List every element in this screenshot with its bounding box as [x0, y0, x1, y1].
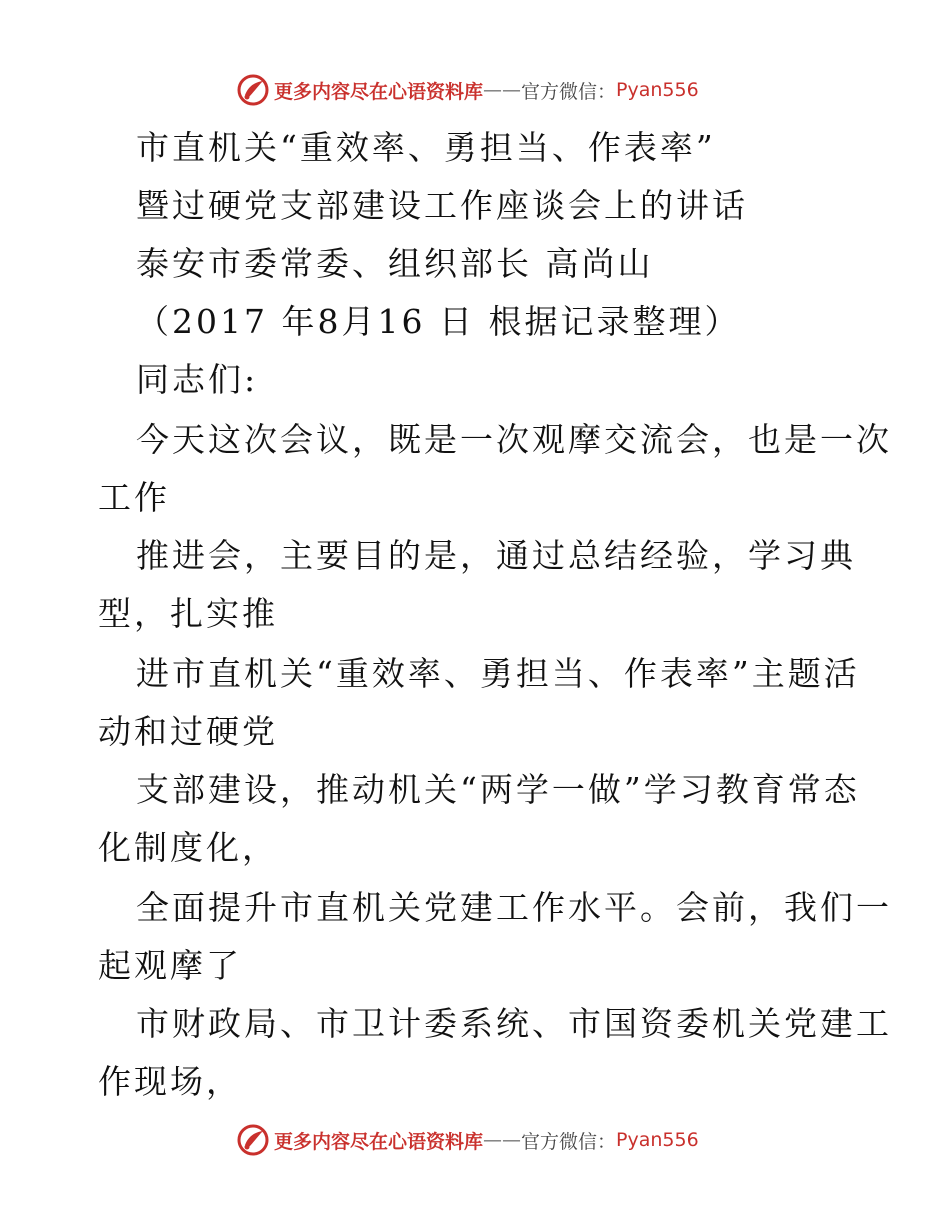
body-line: 全面提升市直机关党建工作水平。会前，我们一	[136, 888, 892, 927]
body-line: 动和过硬党	[98, 712, 278, 751]
body-line: 市财政局、市卫计委系统、市国资委机关党建工	[136, 1004, 892, 1043]
watermark-wechat-id: Pyan556	[616, 79, 699, 101]
body-line: 推进会，主要目的是，通过总结经验，学习典	[136, 536, 856, 575]
body-line: 化制度化，	[98, 828, 278, 867]
watermark-brand: 更多内容尽在心语资料库	[274, 1130, 484, 1153]
body-line: 进市直机关“重效率、勇担当、作表率”主题活	[136, 654, 860, 693]
body-line: 今天这次会议，既是一次观摩交流会，也是一次	[136, 420, 892, 459]
date-note: （2017 年8月16 日 根据记录整理）	[136, 302, 741, 341]
watermark-brand: 更多内容尽在心语资料库	[274, 80, 484, 103]
body-line: 型，扎实推	[98, 594, 278, 633]
footer-watermark	[236, 1122, 699, 1158]
brush-logo-icon	[236, 73, 270, 107]
body-line: 作现场，	[98, 1062, 242, 1101]
watermark-separator: ——	[483, 79, 522, 101]
speaker-line: 泰安市委常委、组织部长 高尚山	[136, 244, 654, 283]
watermark-separator: ——	[483, 1129, 522, 1151]
brush-logo-icon	[236, 1123, 270, 1157]
body-line: 支部建设，推动机关“两学一做”学习教育常态	[136, 770, 860, 809]
watermark-label: 官方微信：	[521, 80, 617, 103]
watermark-wechat-id: Pyan556	[616, 1129, 699, 1151]
title-line-1: 市直机关“重效率、勇担当、作表率”	[136, 128, 716, 167]
salutation: 同志们:	[136, 360, 259, 399]
header-watermark	[236, 72, 699, 108]
title-line-2: 暨过硬党支部建设工作座谈会上的讲话	[136, 186, 748, 225]
body-line: 工作	[98, 478, 170, 517]
watermark-label: 官方微信：	[521, 1130, 617, 1153]
body-line: 起观摩了	[98, 946, 242, 985]
